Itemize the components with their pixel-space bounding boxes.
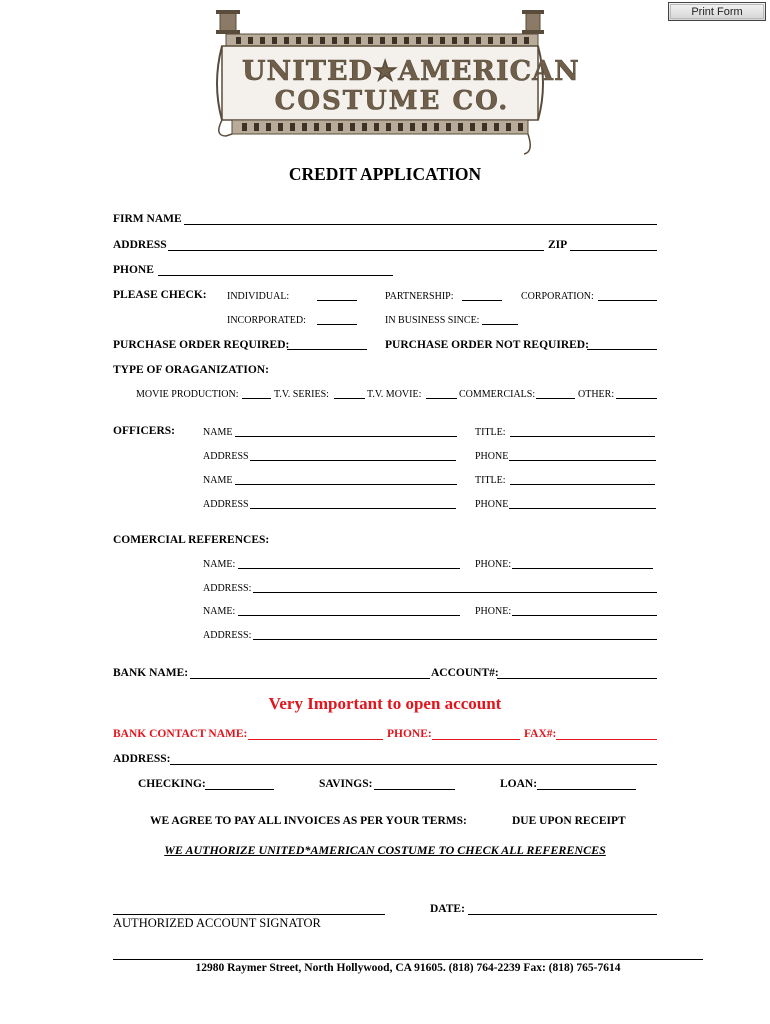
authorize-references-text: WE AUTHORIZE UNITED*AMERICAN COSTUME TO CHECK ALL REFERENCES <box>164 843 606 857</box>
date-label: DATE: <box>430 903 465 915</box>
print-form-button[interactable]: Print Form <box>668 2 766 21</box>
officer-2-name-label: NAME <box>203 475 233 486</box>
firm-name-label: FIRM NAME <box>113 213 182 225</box>
po-required-label: PURCHASE ORDER REQUIRED: <box>113 339 290 351</box>
po-required-field[interactable] <box>287 349 367 350</box>
signature-field[interactable] <box>113 914 385 915</box>
date-field[interactable] <box>468 914 657 915</box>
reference-1-phone-field[interactable] <box>512 568 653 569</box>
page-title: CREDIT APPLICATION <box>288 164 482 184</box>
checking-label: CHECKING: <box>138 778 206 790</box>
address-field[interactable] <box>168 250 544 251</box>
account-field[interactable] <box>497 678 657 679</box>
officer-2-name-field[interactable] <box>235 484 457 485</box>
bank-contact-name-label: BANK CONTACT NAME: <box>113 728 248 740</box>
type-of-organization-label: TYPE OF ORAGANIZATION: <box>113 364 269 376</box>
officer-2-title-label: TITLE: <box>475 475 506 486</box>
reference-2-name-label: NAME: <box>203 606 236 617</box>
officers-label: OFFICERS: <box>113 425 175 437</box>
officer-2-title-field[interactable] <box>510 484 655 485</box>
bank-address-field[interactable] <box>170 764 657 765</box>
reference-2-address-label: ADDRESS: <box>203 630 252 641</box>
incorporated-field[interactable] <box>317 324 357 325</box>
savings-field[interactable] <box>374 789 455 790</box>
footer-divider <box>113 959 703 960</box>
individual-field[interactable] <box>317 300 357 301</box>
bank-address-label: ADDRESS: <box>113 753 171 765</box>
bank-name-field[interactable] <box>190 678 430 679</box>
org-commercials-field[interactable] <box>536 398 575 399</box>
bank-fax-label: FAX#: <box>524 728 557 740</box>
officer-1-name-label: NAME <box>203 427 233 438</box>
org-other-field[interactable] <box>616 398 657 399</box>
bank-name-label: BANK NAME: <box>113 667 189 679</box>
loan-label: LOAN: <box>500 778 538 790</box>
officer-1-name-field[interactable] <box>235 436 457 437</box>
phone-label: PHONE <box>113 264 154 276</box>
in-business-since-field[interactable] <box>482 324 518 325</box>
corporation-label: CORPORATION: <box>521 291 594 302</box>
po-not-required-label: PURCHASE ORDER NOT REQUIRED: <box>385 339 589 351</box>
important-notice: Very Important to open account <box>268 694 502 713</box>
officer-1-phone-field[interactable] <box>509 460 656 461</box>
account-label: ACCOUNT#: <box>431 667 499 679</box>
officer-2-phone-label: PHONE <box>475 499 509 510</box>
phone-field[interactable] <box>158 275 393 276</box>
due-upon-receipt-text: DUE UPON RECEIPT <box>512 815 626 827</box>
officer-1-address-field[interactable] <box>250 460 456 461</box>
org-commercials-label: COMMERCIALS: <box>459 389 536 400</box>
partnership-label: PARTNERSHIP: <box>385 291 454 302</box>
footer-address: 12980 Raymer Street, North Hollywood, CA 91605. (818) 764-2239 Fax: (818) 765-7614 <box>195 962 621 974</box>
incorporated-label: INCORPORATED: <box>227 315 306 326</box>
commercial-references-label: COMERCIAL REFERENCES: <box>113 534 270 546</box>
bank-contact-name-field[interactable] <box>248 739 383 740</box>
reference-1-name-field[interactable] <box>238 568 460 569</box>
reference-1-phone-label: PHONE: <box>475 559 512 570</box>
in-business-since-label: IN BUSINESS SINCE: <box>385 315 480 326</box>
partnership-field[interactable] <box>462 300 502 301</box>
officer-1-address-label: ADDRESS <box>203 451 249 462</box>
authorized-signator-label: AUTHORIZED ACCOUNT SIGNATOR <box>113 916 321 930</box>
officer-1-title-field[interactable] <box>510 436 655 437</box>
reference-1-name-label: NAME: <box>203 559 236 570</box>
zip-field[interactable] <box>570 250 657 251</box>
reference-2-name-field[interactable] <box>238 615 460 616</box>
officer-1-title-label: TITLE: <box>475 427 506 438</box>
po-not-required-field[interactable] <box>587 349 657 350</box>
org-movie-production-label: MOVIE PRODUCTION: <box>136 389 239 400</box>
agree-terms-text: WE AGREE TO PAY ALL INVOICES AS PER YOUR TERMS: <box>150 815 467 827</box>
zip-label: ZIP <box>548 239 568 251</box>
loan-field[interactable] <box>537 789 636 790</box>
logo-line-1: UNITED★AMERICAN <box>242 56 580 87</box>
company-logo <box>208 6 580 158</box>
checking-field[interactable] <box>205 789 274 790</box>
officer-2-address-field[interactable] <box>250 508 456 509</box>
reference-2-phone-label: PHONE: <box>475 606 512 617</box>
logo-line-2: COSTUME CO. <box>274 86 510 116</box>
corporation-field[interactable] <box>598 300 657 301</box>
address-label: ADDRESS <box>113 239 167 251</box>
bank-phone-label: PHONE: <box>387 728 432 740</box>
firm-name-field[interactable] <box>184 224 657 225</box>
org-other-label: OTHER: <box>578 389 615 400</box>
individual-label: INDIVIDUAL: <box>227 291 290 302</box>
org-tv-series-label: T.V. SERIES: <box>274 389 329 400</box>
officer-1-phone-label: PHONE <box>475 451 509 462</box>
please-check-label: PLEASE CHECK: <box>113 289 207 301</box>
bank-phone-field[interactable] <box>432 739 520 740</box>
org-tv-movie-field[interactable] <box>426 398 457 399</box>
reference-1-address-label: ADDRESS: <box>203 583 252 594</box>
org-tv-movie-label: T.V. MOVIE: <box>367 389 422 400</box>
reference-2-phone-field[interactable] <box>512 615 657 616</box>
org-movie-production-field[interactable] <box>242 398 271 399</box>
org-tv-series-field[interactable] <box>334 398 365 399</box>
bank-fax-field[interactable] <box>556 739 657 740</box>
officer-2-address-label: ADDRESS <box>203 499 249 510</box>
officer-2-phone-field[interactable] <box>509 508 656 509</box>
savings-label: SAVINGS: <box>319 778 373 790</box>
reference-1-address-field[interactable] <box>253 592 657 593</box>
reference-2-address-field[interactable] <box>253 639 657 640</box>
